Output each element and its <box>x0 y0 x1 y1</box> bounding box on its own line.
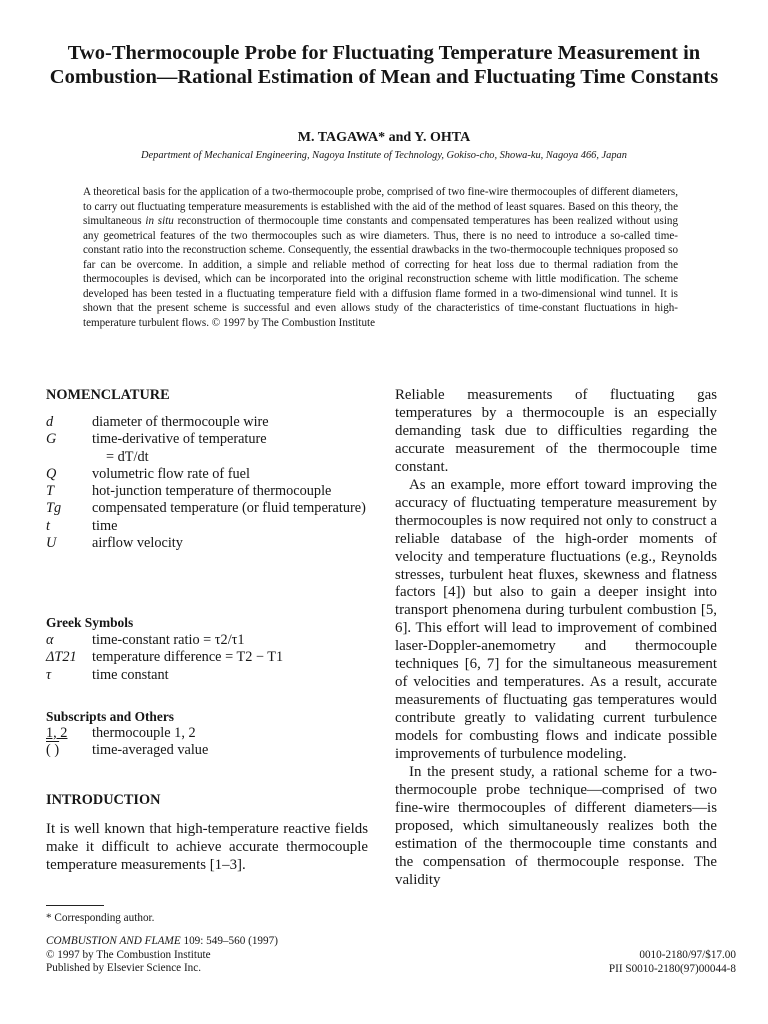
introduction-left-column <box>46 821 368 875</box>
nomenclature-symbol: Q <box>46 465 57 482</box>
greek-symbol-item <box>46 632 376 649</box>
journal-citation-line <box>46 935 278 949</box>
journal-info <box>46 935 278 976</box>
nomenclature-item <box>46 518 376 535</box>
greek-symbols-heading: Greek Symbols <box>46 615 134 630</box>
nomenclature-item <box>46 466 376 483</box>
greek-symbol-item <box>46 667 376 684</box>
nomenclature-definition: volumetric flow rate of fuel <box>92 465 250 482</box>
authors: M. TAGAWA* and Y. OHTA <box>297 130 471 145</box>
nomenclature-symbol: d <box>46 414 54 430</box>
footnote: * Corresponding author. <box>46 912 155 924</box>
nomenclature-item <box>46 414 376 431</box>
introduction-paragraph: It is well known that high-temperature reactive fields make it difficult to achieve accurate thermocouple temperature measurements [1–3]. <box>46 821 368 873</box>
affiliation: Department of Mechanical Engineering, Nagoya Institute of Technology, Gokiso-cho, Showa-ku, Nagoya 466, Japan <box>141 150 627 161</box>
nomenclature-definition: time <box>92 517 118 534</box>
greek-definition: time-constant ratio = τ2/τ1 <box>92 632 245 648</box>
greek-symbol: τ <box>46 666 52 683</box>
nomenclature-equation: = dT/dt <box>106 448 149 465</box>
subscript-symbol: ( ) <box>46 742 60 759</box>
nomenclature-symbol: T <box>46 483 54 500</box>
nomenclature-item <box>46 431 376 466</box>
nomenclature-definition: airflow velocity <box>92 535 183 552</box>
journal-citation: 109: 549–560 (1997) <box>180 935 278 947</box>
nomenclature-symbol: t <box>46 517 50 534</box>
greek-symbol: ΔT21 <box>46 649 77 666</box>
greek-symbol: α <box>46 632 54 648</box>
greek-symbol-item <box>46 649 376 666</box>
nomenclature-symbol: U <box>46 535 57 552</box>
nomenclature-list <box>46 414 376 552</box>
paper-title: Two-Thermocouple Probe for Fluctuating Temperature Measurement in Combustion—Rational Estimation of Mean and Fluctuating Time Constants <box>49 42 719 88</box>
nomenclature-definition-text: time-derivative of temperature <box>92 431 267 448</box>
greek-symbols-list <box>46 632 376 684</box>
journal-name: COMBUSTION AND FLAME <box>46 935 181 947</box>
introduction-right-column <box>395 387 717 890</box>
nomenclature-symbol: Tg <box>46 500 62 517</box>
subscript-item <box>46 725 376 742</box>
nomenclature-heading: NOMENCLATURE <box>46 387 170 403</box>
nomenclature-item <box>46 483 376 500</box>
issn-price: 0010-2180/97/$17.00 <box>639 949 736 961</box>
introduction-paragraph: In the present study, a rational scheme for a two-thermocouple probe technique—comprised of two fine-wire thermocouples of different diameters—is proposed, which simultaneously realizes both the estimation of the thermocouple time constants and the compensation of thermocouple response. The validity <box>395 764 717 888</box>
subscripts-list <box>46 725 376 760</box>
nomenclature-item <box>46 535 376 552</box>
subscript-item <box>46 742 376 759</box>
abstract-in-situ: in situ <box>145 215 174 228</box>
subscript-definition: time-averaged value <box>92 742 209 759</box>
nomenclature-definition: compensated temperature (or fluid temperature) <box>92 500 366 517</box>
nomenclature-symbol: G <box>46 431 57 448</box>
introduction-paragraph: Reliable measurements of fluctuating gas temperatures by a thermocouple is an especially demanding task due to difficulties regarding the accurate measurement of the thermocouple time constant. <box>395 387 717 475</box>
nomenclature-item <box>46 500 376 517</box>
nomenclature-definition <box>92 431 376 466</box>
subscripts-heading: Subscripts and Others <box>46 709 174 724</box>
greek-definition: time constant <box>92 666 169 683</box>
pii: PII S0010-2180(97)00044-8 <box>608 962 736 975</box>
introduction-paragraph: As an example, more effort toward improving the accuracy of fluctuating temperature measurement by thermocouples is now required not only to construct a reliable database of the high-order moments of velocity and temperature fluctuations (e.g., Reynolds stresses, turbulent heat fluxes, skewness and flatness factors [4]) but also to gain a deeper insight into transport phenomena during turbulent combustion [5, 6]. This effort will lead to improvement of combined laser-Doppler-anemometry and thermocouple techniques [6, 7] for the simultaneous measurement of velocities and temperatures. As a result, accurate measurements of fluctuating gas temperatures would contribute greatly to validating current turbulence models for combusting flows and indicate possible improvements of turbulence modeling. <box>395 476 717 763</box>
journal-publisher: Published by Elsevier Science Inc. <box>46 962 202 974</box>
journal-copyright: © 1997 by The Combustion Institute <box>46 948 211 961</box>
article-codes <box>609 949 736 976</box>
subscript-definition: thermocouple 1, 2 <box>92 725 196 741</box>
greek-definition: temperature difference = T2 − T1 <box>92 649 284 666</box>
nomenclature-definition: diameter of thermocouple wire <box>92 414 269 430</box>
footnote-rule <box>46 905 104 906</box>
subscript-symbol: 1, 2 <box>46 725 68 741</box>
abstract-text-2: reconstruction of thermocouple time constants and compensated temperatures has been realized without using any geometrical features of the two thermocouples such as wire diameters. Thus, there is no need to introduce a so-called time-constant ratio into the reconstruction scheme. Consequently, the essential drawbacks in the two-thermocouple techniques proposed so far can be overcome. In addition, a simple and reliable method of correcting for heat loss due to thermal radiation from the thermocouples is devised, which can be incorporated into the original reconstruction scheme with little modification. The scheme developed has been tested in a fluctuating temperature field with a diffusion flame formed in a two-dimensional wind tunnel. It is shown that the present scheme is successful and even allows study of the characteristics of time-constant fluctuations in high-temperature turbulent flows. © 1997 by The Combustion Institute <box>83 215 678 329</box>
abstract <box>83 185 678 330</box>
nomenclature-definition: hot-junction temperature of thermocouple <box>92 483 332 500</box>
abstract-text-1: A theoretical basis for the application of a two-thermocouple probe, comprised of two fine-wire thermocouples of different diameters, to carry out fluctuating temperature measurements is established with the aid of the method of least squares. Based on this theory, the simultaneous <box>83 186 678 228</box>
introduction-heading: INTRODUCTION <box>46 792 161 808</box>
